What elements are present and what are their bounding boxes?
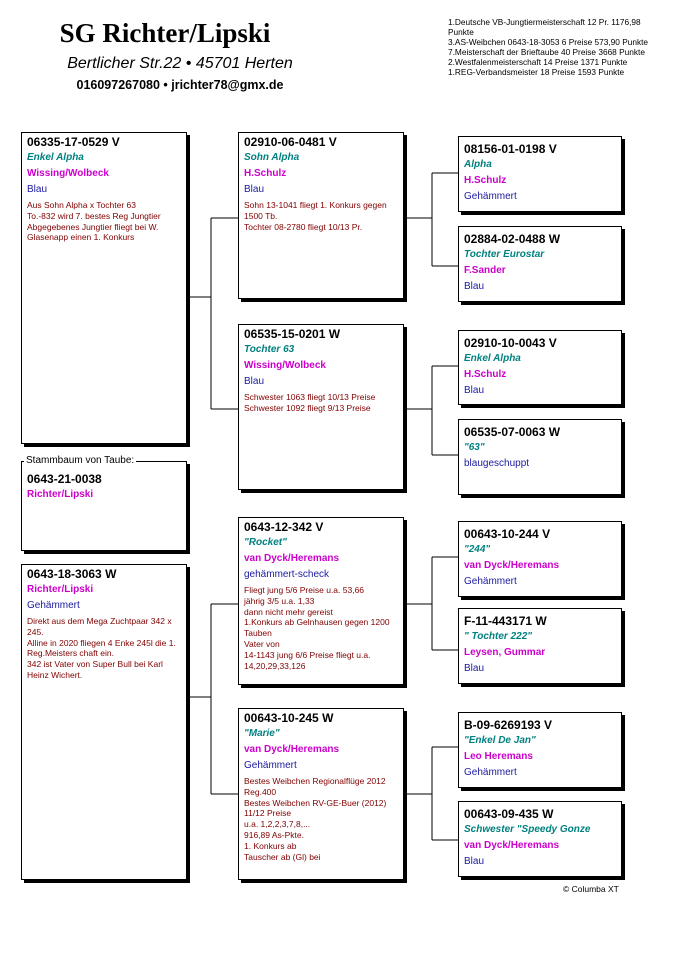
pigeon-name: "63"	[464, 442, 485, 453]
breeder: H.Schulz	[464, 175, 507, 186]
sire-sire-card[interactable]	[238, 132, 404, 299]
note-line: To.-832 wird 7. bestes Reg Jungtier	[27, 210, 161, 221]
notes	[27, 200, 181, 243]
pedigree-label: Stammbaum von Taube:	[26, 455, 135, 466]
pigeon-name: Tochter Eurostar	[464, 249, 545, 260]
breeder: F.Sander	[464, 265, 506, 276]
ring-number: 0643-12-342 V	[244, 520, 324, 534]
dd-sire-card[interactable]	[458, 712, 622, 788]
breeder: Richter/Lipski	[27, 584, 94, 595]
note-line: Tochter 08-2780 fliegt 10/13 Pr.	[244, 221, 363, 232]
achievement-item: 1.Deutsche VB-Jungtiermeisterschaft 12 Pr. 1176,98 Punkte	[448, 17, 641, 37]
pigeon-name: " Tochter 222"	[464, 631, 533, 642]
address: Bertlicher Str.22 • 45701 Herten	[67, 55, 293, 72]
plumage-color: blaugeschuppt	[464, 458, 530, 469]
dam-sire-card[interactable]	[238, 517, 404, 685]
note-line: 342 ist Vater von Super Bull bei Karl Heinz Wichert.	[27, 659, 163, 680]
note-line: Bestes Weibchen Regionalflüge 2012 Reg.400	[244, 776, 386, 797]
dd-dam-card[interactable]	[458, 801, 622, 877]
breeder: Leysen, Gummar	[464, 647, 546, 658]
pigeon-name: "Enkel De Jan"	[464, 735, 536, 746]
achievement-item: 1.REG-Verbandsmeister 18 Preise 1593 Punkte	[448, 67, 625, 77]
ring-number: 00643-10-245 W	[244, 711, 334, 725]
note-line: Alline in 2020 fliegen 4 Enke 245l die 1. Reg.Meisters chaft ein.	[27, 637, 176, 659]
note-line: Fliegt jung 5/6 Preise u.a. 53,66	[244, 585, 365, 595]
note-line: Direkt aus dem Mega Zuchtpaar 342 x 245.	[27, 616, 172, 637]
notes	[244, 392, 398, 414]
note-line: dann nicht mehr gereist	[244, 606, 333, 617]
dam-dam-card[interactable]	[238, 708, 404, 880]
plumage-color: Blau	[464, 385, 485, 396]
note-line: jährig 3/5 u.a. 1,33	[244, 595, 315, 606]
plumage-color: Gehämmert	[464, 576, 517, 587]
pigeon-name: Enkel Alpha	[27, 152, 84, 163]
breeder: van Dyck/Heremans	[464, 840, 560, 851]
breeder: van Dyck/Heremans	[464, 560, 560, 571]
note-line: Bestes Weibchen RV-GE-Buer (2012)	[244, 797, 387, 808]
ring-number: 00643-09-435 W	[464, 807, 554, 821]
ring-number: 06335-17-0529 V	[27, 135, 120, 149]
ring-number: F-11-443171 W	[464, 614, 547, 628]
plumage-color: Gehämmert	[464, 191, 517, 202]
pigeon-name: "Rocket"	[244, 537, 287, 548]
ring-number: 00643-10-244 V	[464, 527, 551, 541]
plumage-color: Blau	[244, 376, 265, 387]
sire-dam-card[interactable]	[238, 324, 404, 490]
breeder: Wissing/Wolbeck	[27, 168, 109, 179]
plumage-color: Blau	[464, 281, 485, 292]
pigeon-name: Alpha	[464, 159, 492, 170]
breeder: H.Schulz	[464, 369, 507, 380]
ring-number: 0643-21-0038	[27, 472, 102, 486]
achievement-item: 2.Westfalenmeisterschaft 14 Preise 1371 Punkte	[448, 57, 628, 67]
ring-number: 06535-15-0201 W	[244, 327, 341, 341]
subject-card[interactable]	[21, 461, 187, 551]
breeder: Wissing/Wolbeck	[244, 360, 326, 371]
ring-number: 06535-07-0063 W	[464, 425, 561, 439]
sire-card[interactable]	[21, 132, 187, 444]
page-title: SG Richter/Lipski	[59, 18, 271, 48]
plumage-color: gehämmert-scheck	[244, 569, 330, 580]
note-line: Tauscher ab (Gl) bei	[244, 851, 321, 862]
notes	[244, 585, 398, 671]
breeder: Leo Heremans	[464, 751, 533, 762]
pigeon-name: Enkel Alpha	[464, 353, 521, 364]
plumage-color: Blau	[244, 184, 265, 195]
pigeon-name: Sohn Alpha	[244, 152, 300, 163]
breeder: van Dyck/Heremans	[244, 744, 340, 755]
breeder: van Dyck/Heremans	[244, 553, 340, 564]
note-line: Schwester 1092 fliegt 9/13 Preise	[244, 402, 371, 413]
pigeon-name: Schwester "Speedy Gonze	[464, 824, 591, 835]
note-line: 14-1143 jung 6/6 Preise fliegt u.a. 14,20,29,33,126	[244, 649, 371, 671]
ds-sire-card[interactable]	[458, 521, 622, 597]
notes	[244, 200, 398, 232]
ring-number: 08156-01-0198 V	[464, 142, 557, 156]
ring-number: 02910-06-0481 V	[244, 135, 337, 149]
plumage-color: Blau	[27, 184, 48, 195]
plumage-color: Blau	[464, 856, 485, 867]
note-line: Vater von	[244, 638, 280, 649]
ring-number: 02884-02-0488 W	[464, 232, 561, 246]
pigeon-name: Tochter 63	[244, 344, 295, 355]
notes	[244, 776, 398, 862]
ss-dam-card[interactable]	[458, 226, 622, 302]
achievement-item: 7.Meisterschaft der Brieftaube 40 Preise 3668 Punkte	[448, 47, 645, 57]
note-line: Schwester 1063 fliegt 10/13 Preise	[244, 392, 376, 402]
ring-number: 02910-10-0043 V	[464, 336, 557, 350]
ds-dam-card[interactable]	[458, 608, 622, 684]
note-line: u.a. 1,2,2,3,7,8,...	[244, 819, 311, 830]
note-line: 1. Konkurs ab	[244, 840, 297, 851]
ss-sire-card[interactable]	[458, 136, 622, 212]
note-line: 1.Konkurs ab Gelnhausen gegen 1200 Tauben	[244, 617, 390, 639]
pigeon-name: "244"	[464, 544, 491, 555]
contact-info: 016097267080 • jrichter78@gmx.de	[76, 78, 284, 92]
breeder: H.Schulz	[244, 168, 287, 179]
achievement-item: 3.AS-Weibchen 0643-18-3053 6 Preise 573,90 Punkte	[448, 37, 649, 47]
note-line: 916,89 As-Pkte.	[244, 829, 305, 840]
breeder: Richter/Lipski	[27, 489, 94, 500]
plumage-color: Gehämmert	[27, 600, 80, 611]
dam-card[interactable]	[21, 564, 187, 880]
ring-number: B-09-6269193 V	[464, 718, 553, 732]
plumage-color: Gehämmert	[244, 760, 297, 771]
ring-number: 0643-18-3063 W	[27, 567, 117, 581]
pigeon-name: "Marie"	[244, 728, 280, 739]
plumage-color: Blau	[464, 663, 485, 674]
notes	[27, 616, 181, 681]
note-line: Aus Sohn Alpha x Tochter 63	[27, 200, 137, 210]
copyright: © Columba XT	[563, 884, 619, 894]
sd-dam-card[interactable]	[458, 419, 622, 495]
sd-sire-card[interactable]	[458, 330, 622, 405]
note-line: Sohn 13-1041 fliegt 1. Konkurs gegen 1500 Tb.	[244, 200, 387, 221]
note-line: 11/12 Preise	[244, 808, 292, 819]
plumage-color: Gehämmert	[464, 767, 517, 778]
note-line: Abgegebenes Jungtier fliegt bei W. Glasenapp einen 1. Konkurs	[27, 221, 159, 243]
